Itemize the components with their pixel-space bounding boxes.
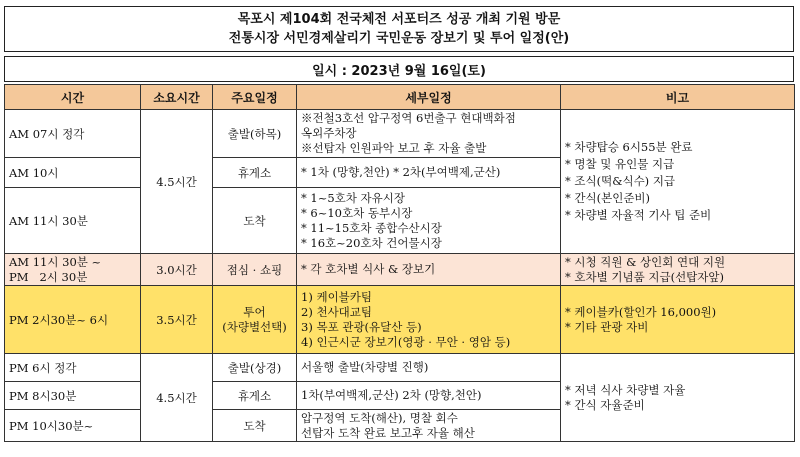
note-cell: * 차량탑승 6시55분 완료 * 명찰 및 유인물 지급 * 조식(떡&식수) 지급 * 간식(본인준비) * 차량별 자율적 기사 팁 준비 <box>561 110 795 254</box>
header-time: 시간 <box>5 85 141 110</box>
detail-cell: 압구정역 도착(해산), 명찰 회수 선탑자 도착 완료 보고후 자율 해산 <box>297 410 561 442</box>
schedule-table <box>4 84 795 442</box>
detail-cell: * 각 호차별 식사 & 장보기 <box>297 254 561 286</box>
schedule-cell: 휴게소 <box>213 158 297 188</box>
time-cell: PM 6시 정각 <box>5 354 141 382</box>
note-cell: * 저녁 식사 차량별 자율 * 간식 자율준비 <box>561 354 795 442</box>
title-line-1: 목포시 제104회 전국체전 서포터즈 성공 개최 기원 방문 <box>237 12 561 27</box>
schedule-cell: 도착 <box>213 410 297 442</box>
header-detail: 세부일정 <box>297 85 561 110</box>
note-cell: * 시청 직원 & 상인회 연대 지원 * 호차별 기념품 지급(선탑자앞) <box>561 254 795 286</box>
schedule-cell: 투어 (차량별선택) <box>213 286 297 354</box>
schedule-cell: 휴게소 <box>213 382 297 410</box>
time-cell: AM 11시 30분 <box>5 188 141 254</box>
header-duration: 소요시간 <box>141 85 213 110</box>
detail-cell: 1차(부여백제,군산) 2차 (망향,천안) <box>297 382 561 410</box>
schedule-cell: 출발(하목) <box>213 110 297 158</box>
time-cell: AM 10시 <box>5 158 141 188</box>
header-schedule: 주요일정 <box>213 85 297 110</box>
schedule-cell: 도착 <box>213 188 297 254</box>
time-cell: AM 07시 정각 <box>5 110 141 158</box>
table-row <box>5 286 795 354</box>
time-cell: PM 10시30분~ <box>5 410 141 442</box>
header-row <box>5 85 795 110</box>
detail-cell: 1) 케이블카팀 2) 천사대교팀 3) 목포 관광(유달산 등) 4) 인근시군 장보기(영광 · 무안 · 영암 등) <box>297 286 561 354</box>
detail-cell: 서울행 출발(차량별 진행) <box>297 354 561 382</box>
table-row <box>5 110 795 158</box>
time-cell: PM 8시30분 <box>5 382 141 410</box>
document-title <box>4 6 794 52</box>
table-row <box>5 254 795 286</box>
time-cell: PM 2시30분~ 6시 <box>5 286 141 354</box>
time-cell: AM 11시 30분 ~ PM 2시 30분 <box>5 254 141 286</box>
duration-cell: 3.0시간 <box>141 254 213 286</box>
title-line-2: 전통시장 서민경제살리기 국민운동 장보기 및 투어 일정(안) <box>228 31 570 46</box>
duration-cell: 4.5시간 <box>141 354 213 442</box>
date-line: 일시 : 2023년 9월 16일(토) <box>4 56 794 82</box>
schedule-cell: 출발(상경) <box>213 354 297 382</box>
note-cell: * 케이블카(할인가 16,000원) * 기타 관광 자비 <box>561 286 795 354</box>
header-note: 비고 <box>561 85 795 110</box>
detail-cell: * 1차 (망향,천안) * 2차(부여백제,군산) <box>297 158 561 188</box>
schedule-cell: 점심 · 쇼핑 <box>213 254 297 286</box>
detail-cell: ※전철3호선 압구정역 6번출구 현대백화점 옥외주차장 ※선탑자 인원파악 보고 후 자율 출발 <box>297 110 561 158</box>
duration-cell: 3.5시간 <box>141 286 213 354</box>
duration-cell: 4.5시간 <box>141 110 213 254</box>
detail-cell: * 1~5호차 자유시장 * 6~10호차 동부시장 * 11~15호차 종합수산시장 * 16호~20호차 건어물시장 <box>297 188 561 254</box>
table-row <box>5 354 795 382</box>
